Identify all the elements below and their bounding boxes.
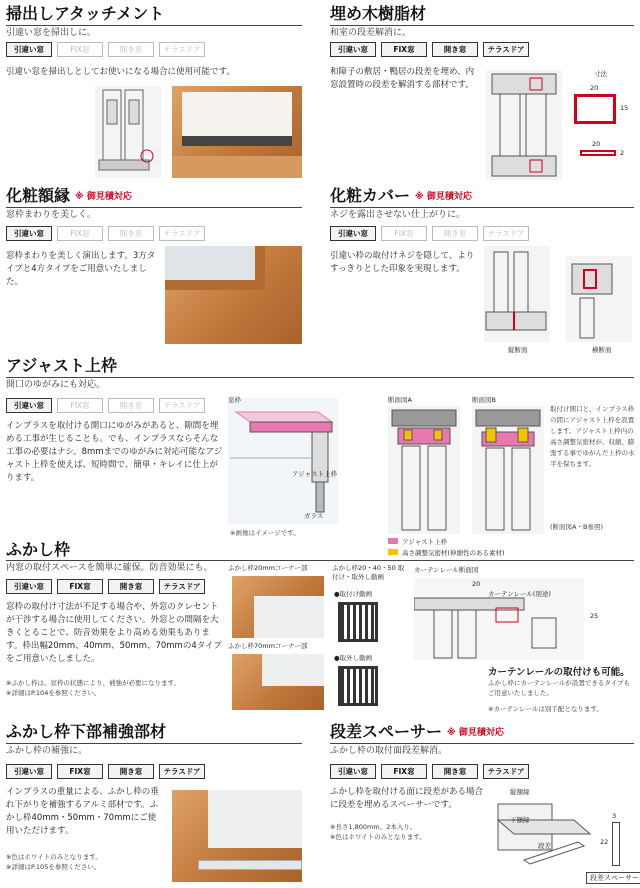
body-kesho-gakubuchi: 窓枠まわりを美しく演出します。3方タイプと4方タイプをご用意いたしました。 — [6, 251, 156, 287]
kesho-gakubuchi-photo — [165, 246, 302, 344]
image-note: ※画像はイメージです。 — [230, 529, 300, 537]
body-kesho-cover: 引違い枠の取付けネジを隠して、よりすっきりとした印象を実現します。 — [330, 251, 475, 274]
curtain-note: ※カーテンレールは別手配となります。 — [488, 705, 603, 713]
tags-fukashi-hokyo — [6, 764, 205, 779]
tags-kesho-cover — [330, 226, 529, 241]
window-type-tag: 引違い窓 — [6, 764, 52, 779]
corner20-photo — [232, 576, 324, 638]
body-fukashi-hokyo: インプラスの重量による、ふかし枠の垂れ下がりを補強するアルミ部材です。ふかし枠40mm・50mm・70mmにご使用いただけます。 — [6, 787, 159, 836]
section-a-drawing — [388, 406, 460, 534]
body-dansa-spacer: ふかし枠を取付ける面に段差がある場合に段差を埋めるスペーサーです。 — [330, 787, 484, 810]
umeki-section-drawing — [486, 70, 562, 180]
curtain-rail-label: カーテンレール(別途) — [488, 590, 551, 598]
tags-dansa-spacer — [330, 764, 529, 779]
curtain-dim-25: 25 — [590, 612, 599, 620]
curtain-body: ふかし枠にカーテンレールが設置できるタイプもご用意いたしました。 — [488, 679, 631, 697]
window-type-tag: FIX窓 — [57, 42, 103, 57]
video-remove-label: ●取外し動画 — [334, 654, 373, 662]
title-umeki: 埋め木樹脂材 — [330, 4, 427, 23]
window-type-tag: 開き窓 — [108, 226, 154, 241]
umeki-profile-small — [580, 150, 616, 156]
window-type-tag: 引違い窓 — [330, 226, 376, 241]
window-type-tag: FIX窓 — [381, 42, 427, 57]
subtitle-fukashi: 内窓の取付スペースを簡単に確保。防音効果にも。 — [6, 563, 213, 573]
qr-install-video[interactable] — [338, 602, 378, 642]
window-type-tag: 引違い窓 — [6, 42, 52, 57]
window-type-tag: 開き窓 — [432, 226, 478, 241]
corner20-caption: ふかし枠20mmコーナー部 — [228, 564, 308, 572]
spacer-note-2: ※色はホワイトのみとなります。 — [330, 833, 426, 841]
caption-horizontal: 横断面 — [592, 346, 612, 354]
body-fukidashi: 引違い窓を掃出しとしてお使いになる場合に使用可能です。 — [6, 67, 235, 77]
curtain-title: カーテンレール断面図 — [414, 566, 479, 574]
window-type-tag: テラスドア — [159, 398, 205, 413]
umeki-dim-w: 20 — [590, 84, 599, 92]
window-type-tag: 開き窓 — [108, 579, 154, 594]
caption-vertical: 縦断面 — [508, 346, 528, 354]
corner70-photo — [232, 654, 324, 710]
label-spacer: 段差スペーサー — [586, 872, 640, 884]
legend-seal-swatch — [388, 549, 398, 555]
window-type-tag: 開き窓 — [108, 398, 154, 413]
subtitle-fukidashi: 引違い窓を掃出しに。 — [6, 28, 97, 38]
window-type-tag: 引違い窓 — [6, 579, 52, 594]
fukashi-note-2: ※詳細はP.104を参照ください。 — [6, 689, 101, 697]
legend-adjust: アジャスト上枠 — [388, 538, 447, 547]
spacer-note-1: ※長さ1,800mm、2本入り。 — [330, 823, 417, 831]
body-umeki: 和障子の敷居・鴨居の段差を埋め、内窓設置時の段差を解消する部材です。 — [330, 67, 475, 90]
title-kesho-gakubuchi: 化粧額縁 ※ 御見積対応 — [6, 186, 132, 205]
title-fukashi: ふかし枠 — [6, 540, 71, 559]
label-step: 段差 — [538, 842, 551, 850]
label-jambs: 縦額縁 — [510, 788, 530, 796]
window-type-tag: 引違い窓 — [330, 764, 376, 779]
spacer-dim-22: 22 — [600, 838, 609, 846]
video-install-label: ●取付け動画 — [334, 590, 373, 598]
tags-umeki — [330, 42, 529, 57]
window-type-tag: テラスドア — [483, 42, 529, 57]
body-fukashi: 窓枠の取付け寸法が不足する場合や、外窓のクレセントが干渉する場合に使用してください。外窓との間隔を大きくとることで、防音効果をより高める効果もあります。枠出幅20mm、40mm、50mm、70mmの4タイプをご用意いたしました。 — [6, 602, 222, 664]
window-type-tag: FIX窓 — [57, 226, 103, 241]
window-type-tag: テラスドア — [483, 764, 529, 779]
curtain-dim-20: 20 — [472, 580, 481, 588]
window-type-tag: 引違い窓 — [6, 226, 52, 241]
tags-fukidashi — [6, 42, 205, 57]
label-frame: 窓枠 — [228, 396, 241, 404]
window-type-tag: 開き窓 — [108, 764, 154, 779]
window-type-tag: テラスドア — [159, 764, 205, 779]
label-section-a: 断面図A — [388, 396, 412, 404]
subtitle-kesho-gakubuchi: 窓枠まわりを美しく。 — [6, 210, 96, 220]
window-type-tag: 開き窓 — [432, 764, 478, 779]
estimate-note: ※ 御見積対応 — [415, 192, 472, 202]
title-adjust: アジャスト上枠 — [6, 356, 118, 375]
legend-adjust-swatch — [388, 538, 398, 544]
qr-remove-video[interactable] — [338, 666, 378, 706]
adjust-frame-illustration — [228, 398, 338, 524]
video-title: ふかし枠20・40・50 取付け・取外し動画 — [332, 564, 405, 581]
fukidashi-photo — [172, 86, 302, 178]
window-type-tag: FIX窓 — [381, 764, 427, 779]
umeki-profile-large — [574, 94, 616, 124]
subtitle-fukashi-hokyo: ふかし枠の補強に。 — [6, 746, 88, 756]
window-type-tag: FIX窓 — [57, 764, 103, 779]
estimate-note: ※ 御見積対応 — [447, 728, 504, 738]
title-fukidashi: 掃出しアタッチメント — [6, 4, 165, 23]
legend-seal: 高さ調整気密材(伸縮性のある素材) — [388, 549, 505, 558]
curtain-bold: カーテンレールの取付けも可能。 — [488, 667, 630, 678]
spacer-dim-3: 3 — [612, 812, 617, 820]
label-adjust-frame: アジャスト上枠 — [292, 470, 338, 478]
subtitle-kesho-cover: ネジを露出させない仕上がりに。 — [330, 210, 466, 220]
subtitle-dansa-spacer: ふかし枠の取付面段差解消。 — [330, 746, 448, 756]
tags-fukashi — [6, 579, 205, 594]
window-type-tag: FIX窓 — [381, 226, 427, 241]
window-type-tag: 開き窓 — [108, 42, 154, 57]
window-type-tag: テラスドア — [483, 226, 529, 241]
hokyo-note-2: ※詳細はP.105を参照ください。 — [6, 863, 101, 871]
umeki-dim-w2: 20 — [592, 140, 601, 148]
estimate-note: ※ 御見積対応 — [75, 192, 132, 202]
window-type-tag: テラスドア — [159, 579, 205, 594]
spacer-profile — [612, 822, 620, 866]
hokyo-photo — [172, 790, 302, 882]
corner70-caption: ふかし枠70mmコーナー部 — [228, 642, 308, 650]
cover-vertical-drawing — [484, 246, 550, 342]
adjust-side-note: (断面図A・B参照) — [550, 523, 603, 531]
window-type-tag: 引違い窓 — [6, 398, 52, 413]
title-dansa-spacer: 段差スペーサー ※ 御見積対応 — [330, 722, 504, 741]
window-type-tag: FIX窓 — [57, 579, 103, 594]
body-adjust: インプラスを取付ける開口にゆがみがあると、隙間を埋める工事が生じることも。でも、インプラスならそんな工事の必要はナシ。8mmまでのゆがみに対応可能なアジャスト上枠を使えば、短時間で、簡単・キレイに仕上がります。 — [6, 421, 223, 483]
spacer-illustration — [494, 790, 602, 882]
umeki-dim-label: 寸法 — [594, 70, 607, 78]
tags-adjust — [6, 398, 205, 413]
window-type-tag: 開き窓 — [432, 42, 478, 57]
cover-horizontal-drawing — [566, 256, 632, 342]
window-type-tag: 引違い窓 — [330, 42, 376, 57]
hokyo-note-1: ※色はホワイトのみとなります。 — [6, 853, 102, 861]
label-lower: 下額縁 — [510, 816, 530, 824]
label-section-b: 断面図B — [472, 396, 496, 404]
tags-kesho-gakubuchi — [6, 226, 205, 241]
subtitle-adjust: 開口のゆがみにも対応。 — [6, 380, 106, 390]
window-type-tag: テラスドア — [159, 226, 205, 241]
umeki-dim-h: 15 — [620, 104, 629, 112]
window-type-tag: FIX窓 — [57, 398, 103, 413]
adjust-side-text: 取付け開口と、インプラス枠の間にアジャスト上枠を設置します。アジャスト上枠内の高さ調整気密材が、収縮、膨張する事でゆがんだ上枠の水平を保ちます。 — [550, 405, 635, 468]
section-b-drawing — [472, 406, 544, 534]
title-fukashi-hokyo: ふかし枠下部補強部材 — [6, 722, 167, 741]
label-glass: ガラス — [304, 512, 324, 520]
subtitle-umeki: 和室の段差解消に。 — [330, 28, 412, 38]
fukashi-note-1: ※ふかし枠は、窓枠の状態により、補強が必要になります。 — [6, 679, 180, 687]
window-type-tag: テラスドア — [159, 42, 205, 57]
umeki-dim-h2: 2 — [620, 149, 625, 157]
title-kesho-cover: 化粧カバー ※ 御見積対応 — [330, 186, 472, 205]
fukidashi-section-drawing — [95, 86, 161, 178]
